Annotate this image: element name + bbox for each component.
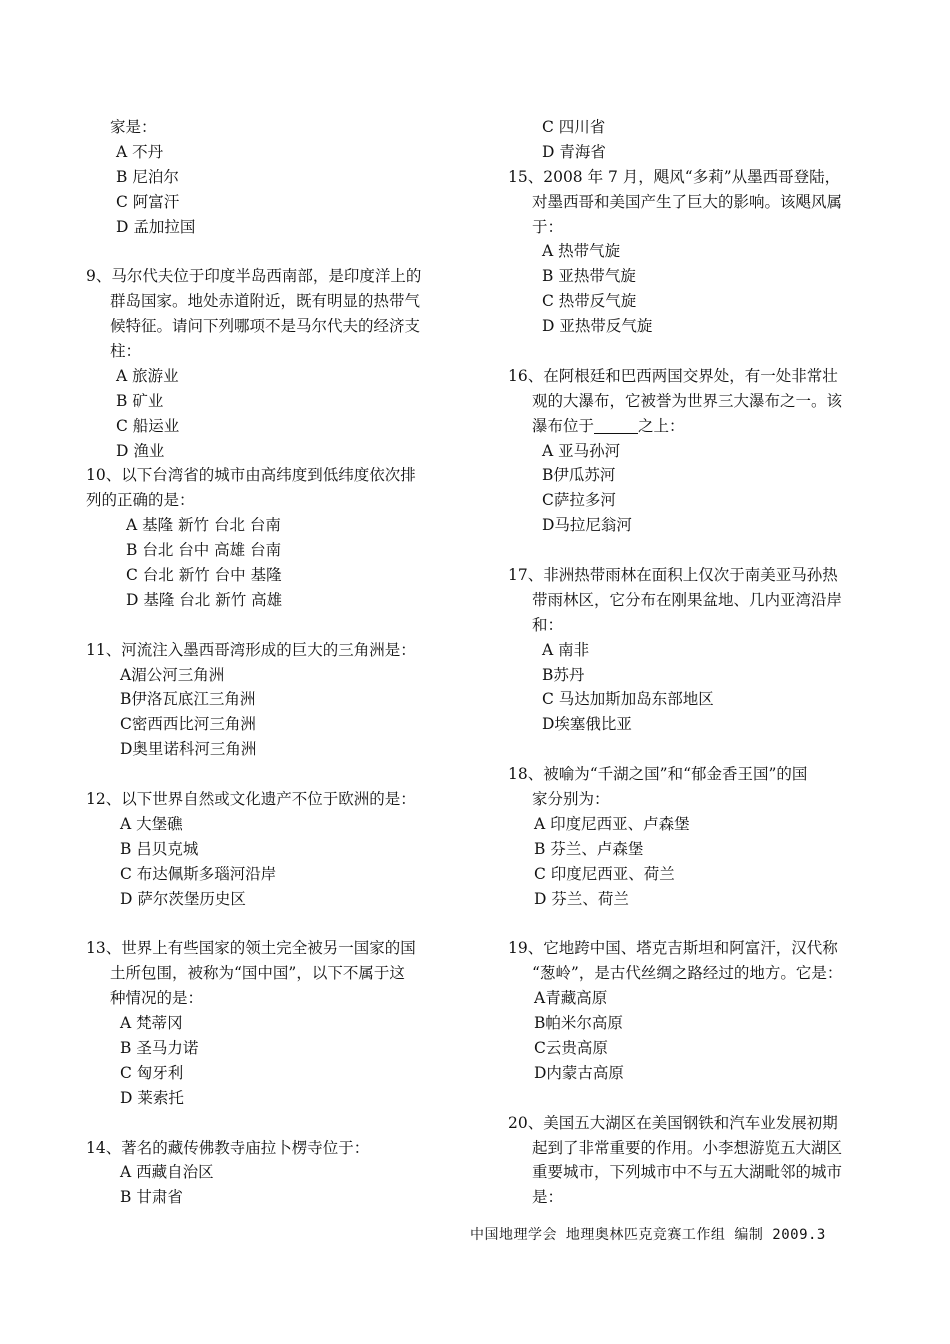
q15-stem-line-2: 对墨西哥和美国产生了巨大的影响。该飓风属: [532, 192, 843, 211]
q15-stem-line-3: 于：: [532, 217, 564, 236]
q8-option-b: B 尼泊尔: [116, 167, 179, 186]
q18-option-a: A 印度尼西亚、卢森堡: [534, 814, 690, 833]
q17-stem-line-3: 和：: [532, 615, 564, 634]
q11-stem-line-1: 11、河流注入墨西哥湾形成的巨大的三角洲是：: [86, 640, 416, 659]
q20-stem-line-4: 是：: [532, 1188, 564, 1207]
spacer: [86, 762, 448, 787]
q16-stem-line-2: 观的大瀑布，它被誉为世界三大瀑布之一。该: [532, 391, 843, 410]
q11-option-a: A湄公河三角洲: [120, 665, 225, 684]
spacer: [86, 613, 448, 638]
q16-blank-suffix: 之上：: [638, 416, 685, 435]
q12-option-b: B 吕贝克城: [120, 839, 199, 858]
q17-stem-line-1: 17、非洲热带雨林在面积上仅次于南美亚马孙热: [508, 566, 838, 585]
answer-blank: [594, 418, 638, 434]
q13-option-a: A 梵蒂冈: [120, 1014, 183, 1033]
q9-stem-line-2: 群岛国家。地处赤道附近，既有明显的热带气: [110, 292, 421, 311]
q17-option-b: B苏丹: [542, 665, 585, 684]
q9-stem-line-4: 柱：: [110, 342, 142, 361]
q19-option-d: D内蒙古高原: [534, 1063, 624, 1082]
q8-option-a: A 不丹: [116, 142, 164, 161]
q10-stem-line-1: 10、以下台湾省的城市由高纬度到低纬度依次排: [86, 466, 416, 485]
q18-stem-line-2: 家分别为：: [532, 790, 610, 809]
q15-option-d: D 亚热带反气旋: [542, 317, 653, 336]
q16-stem-line-3: [508, 414, 870, 439]
q16-option-a: A 亚马孙河: [542, 441, 621, 460]
q16-option-d: D马拉尼翁河: [542, 516, 632, 535]
spacer: [86, 912, 448, 937]
q11-option-d: D奥里诺科河三角洲: [120, 740, 257, 759]
q17-option-d: D埃塞俄比亚: [542, 715, 632, 734]
q9-stem-line-1: 9、马尔代夫位于印度半岛西南部，是印度洋上的: [86, 267, 422, 286]
q18-option-b: B 芬兰、卢森堡: [534, 839, 644, 858]
q13-option-d: D 莱索托: [120, 1088, 184, 1107]
spacer: [508, 1086, 870, 1111]
q14-option-b: B 甘肃省: [120, 1188, 183, 1207]
q18-option-d: D 芬兰、荷兰: [534, 889, 629, 908]
q13-stem-line-2: 土所包围，被称为“国中国”，以下不属于这: [110, 964, 405, 983]
q20-stem-line-3: 重要城市，下列城市中不与五大湖毗邻的城市: [532, 1163, 843, 1182]
q19-option-a: A青藏高原: [534, 989, 608, 1008]
q11-option-b: B伊洛瓦底江三角洲: [120, 690, 256, 709]
spacer: [508, 737, 870, 762]
q15-stem-line-1: 15、2008 年 7 月，飓风“多莉”从墨西哥登陆，: [508, 167, 841, 186]
q13-option-b: B 圣马力诺: [120, 1038, 199, 1057]
q10-option-b: B 台北 台中 高雄 台南: [126, 541, 282, 560]
q18-option-c: C 印度尼西亚、荷兰: [534, 864, 675, 883]
q20-stem-line-2: 起到了非常重要的作用。小李想游览五大湖区: [532, 1138, 843, 1157]
q16-option-b: B伊瓜苏河: [542, 466, 616, 485]
q8-option-d: D 孟加拉国: [116, 217, 196, 236]
q17-option-a: A 南非: [542, 640, 590, 659]
q17-option-c: C 马达加斯加岛东部地区: [542, 690, 714, 709]
q19-stem-line-1: 19、它地跨中国、塔克吉斯坦和阿富汗，汉代称: [508, 939, 838, 958]
q8-stem-tail: 家是：: [110, 118, 157, 136]
q10-option-a: A 基隆 新竹 台北 台南: [126, 516, 281, 535]
q10-option-d: D 基隆 台北 新竹 高雄: [126, 590, 283, 609]
q18-stem-line-1: 18、被喻为“千湖之国”和“郁金香王国”的国: [508, 765, 808, 784]
q19-option-c: C云贵高原: [534, 1038, 608, 1057]
page-footer: 中国地理学会 地理奥林匹克竞赛工作组 编制 2009.3: [470, 1227, 826, 1243]
q16-stem-line-1: 16、在阿根廷和巴西两国交界处，有一处非常壮: [508, 366, 838, 385]
q12-stem-line-1: 12、以下世界自然或文化遗产不位于欧洲的是：: [86, 790, 416, 809]
q12-option-a: A 大堡礁: [120, 814, 183, 833]
q10-option-c: C 台北 新竹 台中 基隆: [126, 566, 282, 585]
q9-stem-line-3: 候特征。请问下列哪项不是马尔代夫的经济支: [110, 317, 421, 336]
q15-option-b: B 亚热带气旋: [542, 267, 636, 286]
q8-option-c: C 阿富汗: [116, 192, 180, 211]
q9-option-b: B 矿业: [116, 391, 164, 410]
q16-blank-prefix: 瀑布位于: [532, 416, 595, 435]
left-column: [86, 115, 448, 1210]
spacer: [508, 538, 870, 563]
q13-stem-line-1: 13、世界上有些国家的领土完全被另一国家的国: [86, 939, 416, 958]
spacer: [86, 1111, 448, 1136]
q10-stem-line-2: 列的正确的是：: [86, 491, 195, 510]
q16-option-c: C萨拉多河: [542, 491, 616, 510]
q17-stem-line-2: 带雨林区，它分布在刚果盆地、几内亚湾沿岸: [532, 590, 843, 609]
q9-option-a: A 旅游业: [116, 366, 179, 385]
q14-option-c: C 四川省: [542, 118, 606, 136]
q20-stem-line-1: 20、美国五大湖区在美国钢铁和汽车业发展初期: [508, 1113, 838, 1132]
q14-stem-line-1: 14、著名的藏传佛教寺庙拉卜楞寺位于：: [86, 1138, 370, 1157]
q13-option-c: C 匈牙利: [120, 1063, 184, 1082]
right-column: [508, 115, 870, 1210]
q15-option-a: A 热带气旋: [542, 242, 621, 261]
q12-option-c: C 布达佩斯多瑙河沿岸: [120, 864, 277, 883]
q14-option-d: D 青海省: [542, 142, 606, 161]
spacer: [508, 912, 870, 937]
q15-option-c: C 热带反气旋: [542, 292, 637, 311]
q11-option-c: C密西西比河三角洲: [120, 715, 256, 734]
q13-stem-line-3: 种情况的是：: [110, 989, 204, 1008]
q14-option-a: A 西藏自治区: [120, 1163, 214, 1182]
q19-stem-line-2: “葱岭”，是古代丝绸之路经过的地方。它是：: [532, 964, 843, 983]
q12-option-d: D 萨尔茨堡历史区: [120, 889, 246, 908]
q9-option-c: C 船运业: [116, 416, 180, 435]
spacer: [86, 239, 448, 264]
q9-option-d: D 渔业: [116, 441, 165, 460]
spacer: [508, 339, 870, 364]
q19-option-b: B帕米尔高原: [534, 1014, 623, 1033]
